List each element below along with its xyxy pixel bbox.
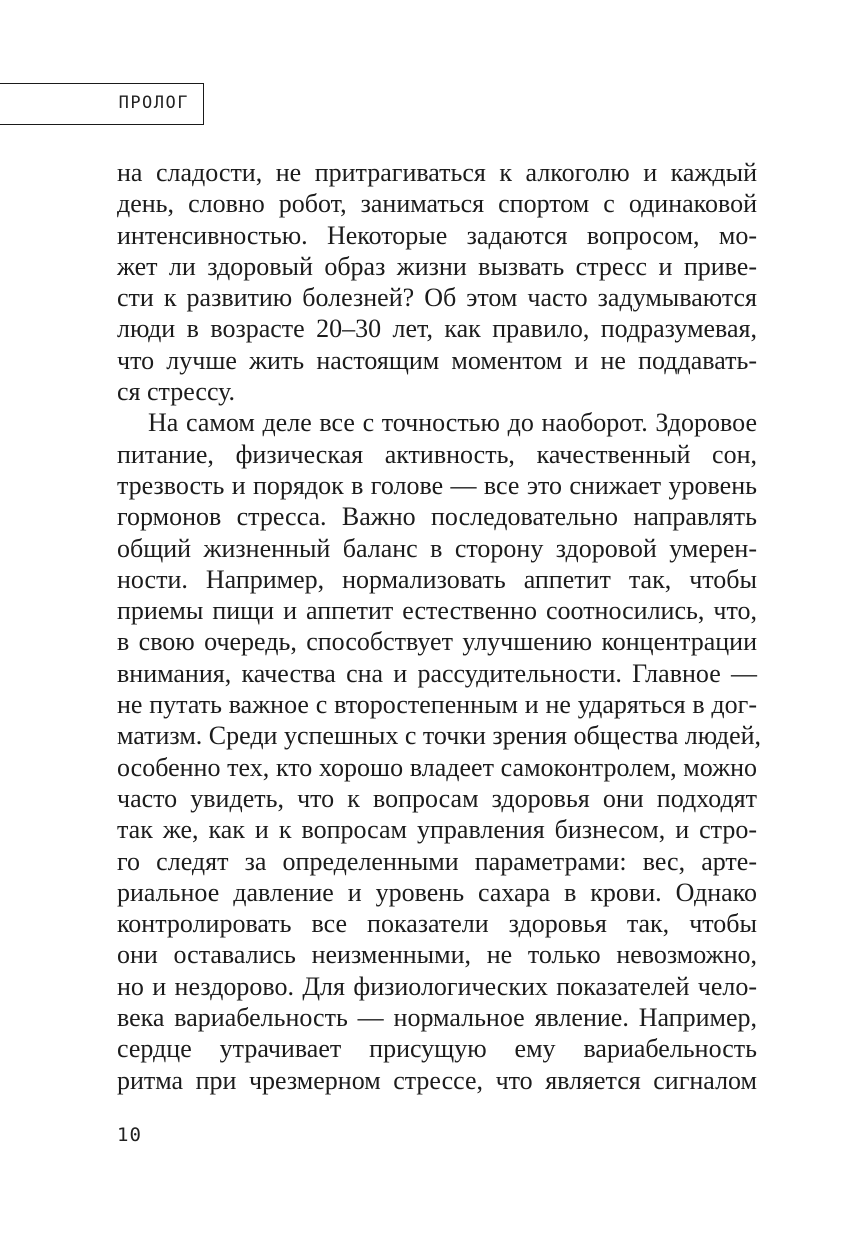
text-line: люди в возрасте 20–30 лет, как правило, подразумевая, [117, 314, 757, 344]
text-line: контролировать все показатели здоровья так, чтобы [117, 909, 757, 939]
text-line: так же, как и к вопросам управления бизнесом, и стро- [117, 815, 757, 845]
text-line: общий жизненный баланс в сторону здоровой умерен- [117, 533, 757, 563]
text-line: что лучше жить настоящим моментом и не поддавать- [117, 345, 757, 375]
text-line: приемы пищи и аппетит естественно соотносились, что, [117, 596, 757, 626]
text-line: сердце утрачивает присущую ему вариабельность [117, 1034, 757, 1064]
text-line: матизм. Среди успешных с точки зрения общества людей, [117, 721, 762, 751]
text-line: ся стрессу. [117, 377, 236, 407]
text-line: риальное давление и уровень сахара в крови. Однако [117, 877, 757, 907]
text-line: жет ли здоровый образ жизни вызвать стресс и приве- [117, 251, 757, 281]
text-line: гормонов стресса. Важно последовательно направлять [117, 502, 757, 532]
text-line: особенно тех, кто хорошо владеет самоконтролем, можно [117, 752, 757, 782]
text-line: интенсивностью. Некоторые задаются вопросом, мо- [117, 220, 757, 250]
text-line: но и нездорово. Для физиологических показателей чело- [117, 971, 757, 1001]
text-line: го следят за определенными параметрами: вес, арте- [117, 846, 757, 876]
body-text [117, 157, 762, 1096]
text-line: день, словно робот, заниматься спортом с одинаковой [117, 189, 757, 219]
text-line: внимания, качества сна и рассудительности. Главное — [117, 658, 757, 688]
text-line: ритма при чрезмерном стрессе, что является сигналом [117, 1065, 757, 1095]
text-line: трезвость и порядок в голове — все это снижает уровень [117, 470, 757, 500]
paragraph-first-line: На самом деле все с точностью до наоборот. Здоровое [148, 408, 757, 438]
section-header-box [0, 83, 204, 125]
text-line: не путать важное с второстепенным и не ударяться в дог- [117, 690, 757, 720]
text-line: питание, физическая активность, качественный сон, [117, 439, 757, 469]
section-title: ПРОЛОГ [118, 93, 189, 113]
page-number: 10 [117, 1124, 142, 1146]
text-line: века вариабельность — нормальное явление. Например, [117, 1003, 757, 1033]
text-line: сти к развитию болезней? Об этом часто задумываются [117, 283, 757, 313]
text-line: часто увидеть, что к вопросам здоровья они подходят [117, 783, 757, 813]
text-line: на сладости, не притрагиваться к алкоголю и каждый [117, 158, 757, 187]
text-line: в свою очередь, способствует улучшению концентрации [117, 627, 757, 657]
text-line: ности. Например, нормализовать аппетит так, чтобы [117, 564, 757, 594]
text-line: они оставались неизменными, не только невозможно, [117, 940, 757, 970]
